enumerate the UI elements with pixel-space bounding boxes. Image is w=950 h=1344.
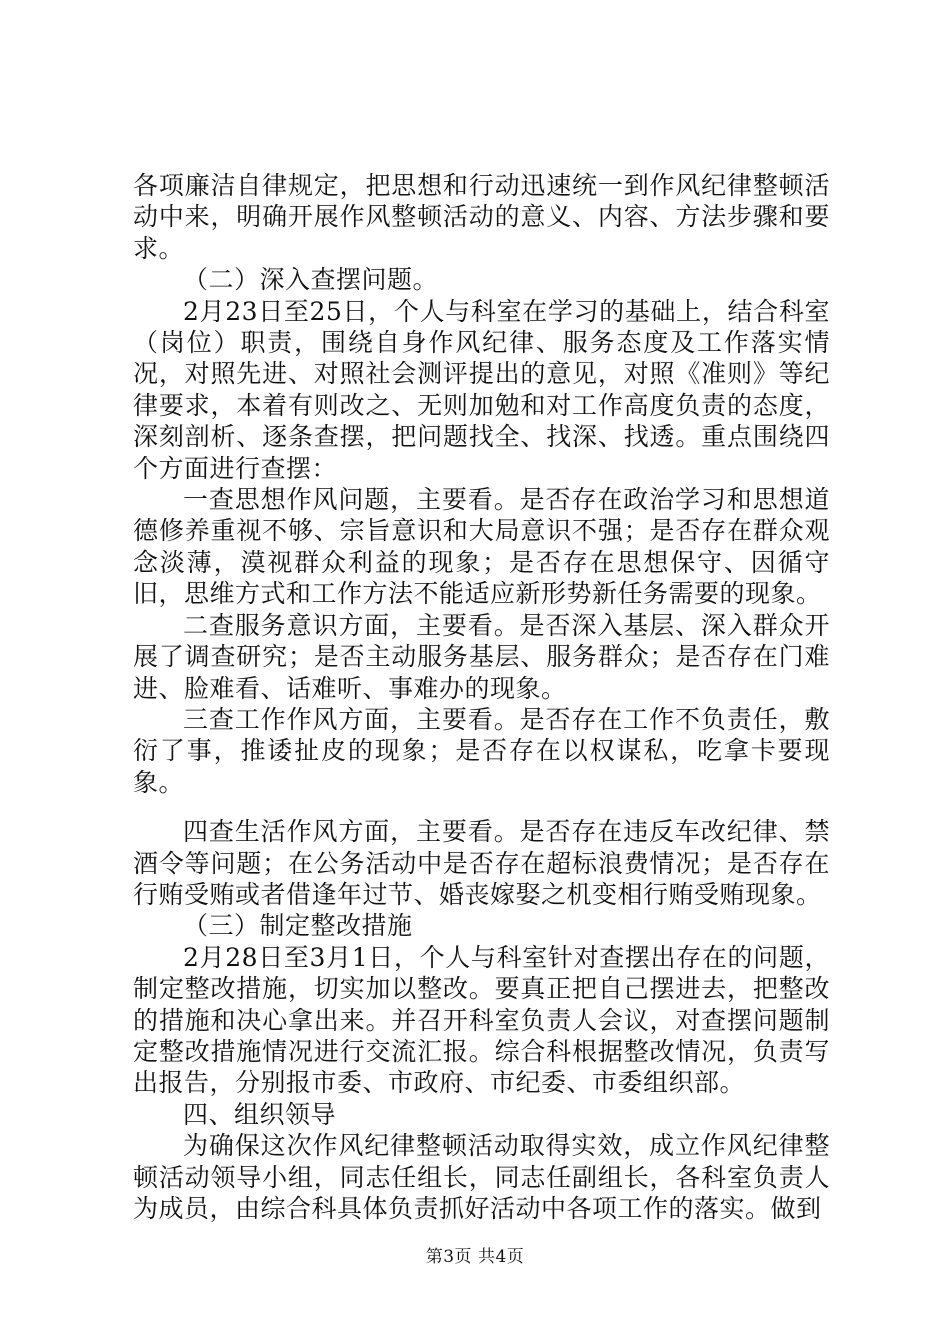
paragraph-check-1: 一查思想作风问题，主要看。是否存在政治学习和思想道德修养重视不够、宗旨意识和大局意识不强；是否存在群众观念淡薄，漠视群众利益的现象；是否存在思想保守、因循守旧，思维方式和工作方法不能适应新形势新任务需要的现象。 (133, 485, 830, 609)
page-number-footer: 第3页 共4页 (425, 1247, 525, 1267)
paragraph-continuation: 各项廉洁自律规定，把思想和行动迅速统一到作风纪律整顿活动中来，明确开展作风整顿活动的意义、内容、方法步骤和要求。 (133, 171, 830, 263)
section-heading-3: （三）制定整改措施 (183, 911, 413, 941)
paragraph-check-3: 三查工作作风方面，主要看。是否存在工作不负责任，敷衍了事，推诿扯皮的现象；是否存在以权谋私，吃拿卡要现象。 (133, 704, 830, 797)
paragraph-rectification: 2月28日至3月1日，个人与科室针对查摆出存在的问题，制定整改措施，切实加以整改。要真正把自己摆进去，把整改的措施和决心拿出来。并召开科室负责人会议，对查摆问题制定整改措施情况进行交流汇报。综合科根据整改情况，负责写出报告，分别报市委、市政府、市纪委、市委组织部。 (133, 942, 830, 1098)
paragraph-leadership: 为确保这次作风纪律整顿活动取得实效，成立作风纪律整顿活动领导小组，同志任组长，同志任副组长，各科室负责人为成员，由综合科具体负责抓好活动中各项工作的落实。做到 (133, 1131, 830, 1223)
section-heading-4: 四、组织领导 (183, 1099, 337, 1129)
paragraph-check-2: 二查服务意识方面，主要看。是否深入基层、深入群众开展了调查研究；是否主动服务基层、服务群众；是否存在门难进、脸难看、话难听、事难办的现象。 (133, 610, 830, 703)
document-body (133, 170, 830, 1224)
paragraph-review-intro: 2月23日至25日，个人与科室在学习的基础上，结合科室（岗位）职责，围绕自身作风纪律、服务态度及工作落实情况，对照先进、对照社会测评提出的意见，对照《准则》等纪律要求，本着有则改之、无则加勉和对工作高度负责的态度，深刻剖析、逐条查摆，把问题找全、找深、找透。重点围绕四个方面进行查摆： (133, 296, 830, 483)
paragraph-check-4: 四查生活作风方面，主要看。是否存在违反车改纪律、禁酒令等问题；在公务活动中是否存在超标浪费情况；是否存在行贿受贿或者借逢年过节、婚丧嫁娶之机变相行贿受贿现象。 (133, 817, 830, 909)
section-heading-2: （二）深入查摆问题。 (183, 265, 439, 295)
